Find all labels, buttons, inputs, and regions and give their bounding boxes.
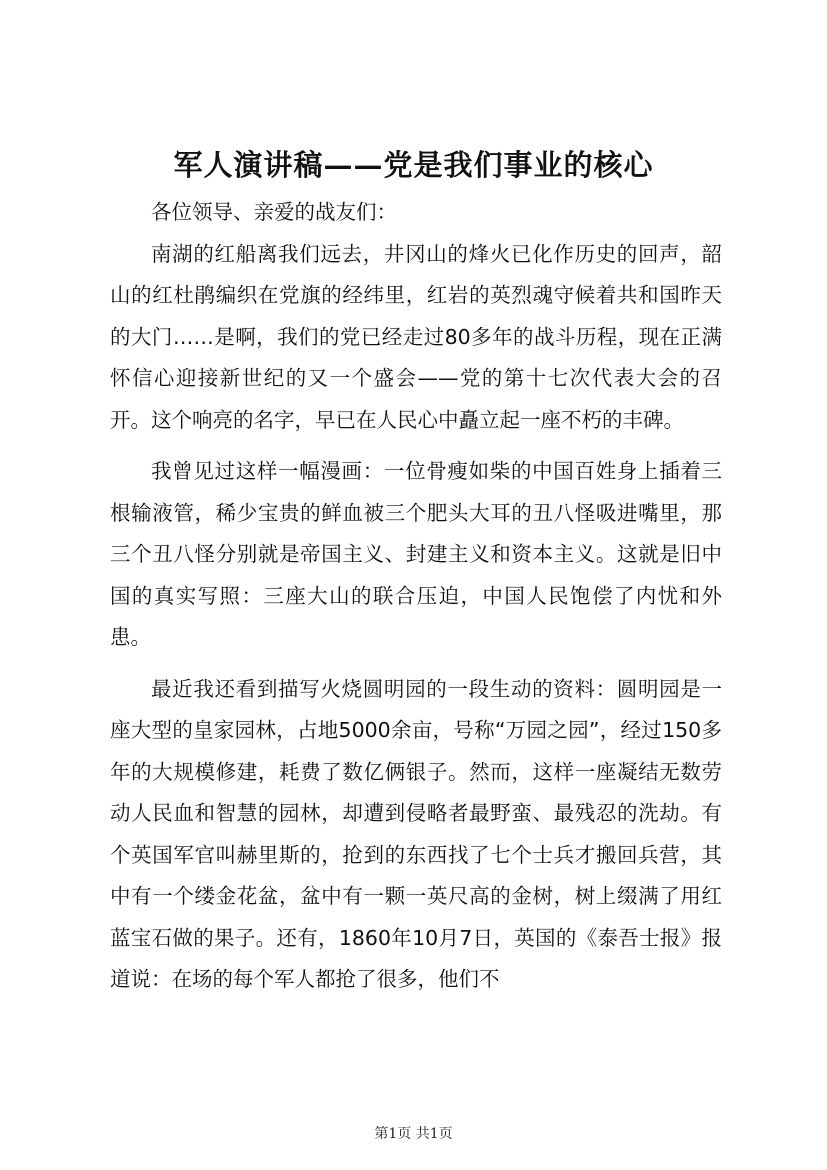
body-paragraph-3: 最近我还看到描写火烧圆明园的一段生动的资料：圆明园是一座大型的皇家园林，占地5000余亩，号称“万园之园”，经过150多年的大规模修建，耗费了数亿俩银子。然而，这样一座凝结无数劳动人民血和智慧的园林，却遭到侵略者最野蛮、最残忍的洗劫。有个英国军官叫赫里斯的，抢到的东西找了七个士兵才搬回兵营，其中有一个缕金花盆，盆中有一颗一英尺高的金树，树上缀满了用红蓝宝石做的果子。还有，1860年10月7日，英国的《泰吾士报》报道说：在场的每个军人都抢了很多，他们不 xyxy=(110,676,722,991)
document-body xyxy=(110,192,722,1001)
body-paragraph-1: 南湖的红船离我们远去，井冈山的烽火已化作历史的回声，韶山的红杜鹃编织在党旗的经纬里，红岩的英烈魂守候着共和国昨天的大门……是啊，我们的党已经走过80多年的战斗历程，现在正满怀信心迎接新世纪的又一个盛会——党的第十七次代表大会的召开。这个响亮的名字，早已在人民心中矗立起一座不朽的丰碑。 xyxy=(110,241,722,432)
document-title: 军人演讲稿——党是我们事业的核心 xyxy=(173,148,654,182)
greeting-paragraph: 各位领导、亲爱的战友们： xyxy=(151,200,397,224)
body-paragraph-2: 我曾见过这样一幅漫画：一位骨瘦如柴的中国百姓身上插着三根输液管，稀少宝贵的鲜血被三个肥头大耳的丑八怪吸进嘴里，那三个丑八怪分别就是帝国主义、封建主义和资本主义。这就是旧中国的真实写照：三座大山的联合压迫，中国人民饱偿了内忧和外患。 xyxy=(110,459,722,649)
page-number-footer: 第1页 共1页 xyxy=(374,1126,453,1142)
